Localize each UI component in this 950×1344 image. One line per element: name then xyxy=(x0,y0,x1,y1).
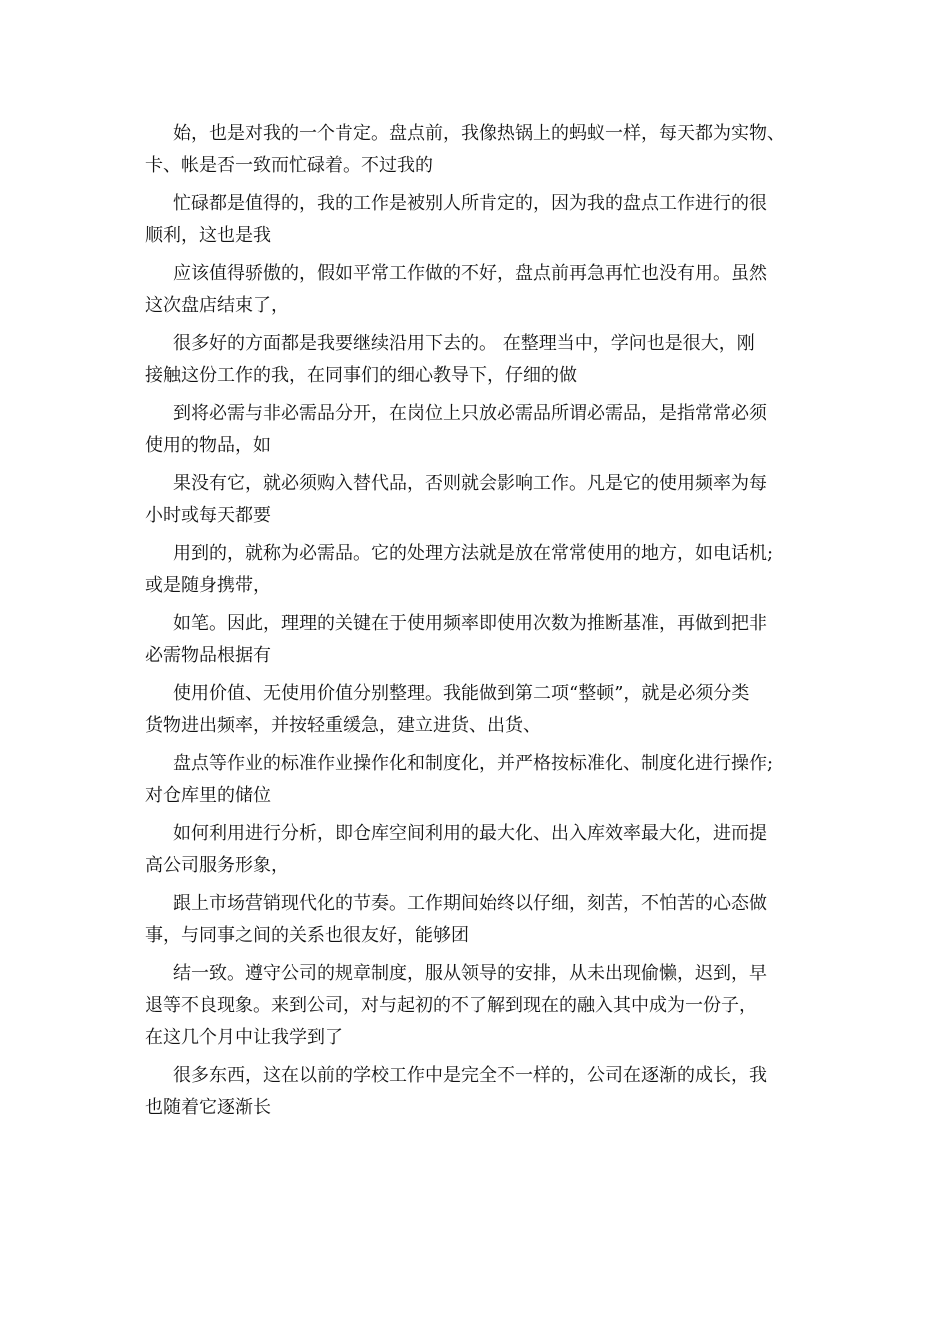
paragraph xyxy=(145,258,825,322)
text-line: 始，也是对我的一个肯定。盘点前，我像热锅上的蚂蚁一样，每天都为实物、 xyxy=(173,123,785,144)
text-line: 果没有它，就必须购入替代品，否则就会影响工作。凡是它的使用频率为每 xyxy=(173,473,767,494)
text-line: 这次盘店结束了， xyxy=(145,295,289,316)
text-line: 如笔。因此，理理的关键在于使用频率即使用次数为推断基准，再做到把非 xyxy=(173,613,767,634)
text-line: 应该值得骄傲的，假如平常工作做的不好，盘点前再急再忙也没有用。虽然 xyxy=(173,263,767,284)
text-line: 如何利用进行分析，即仓库空间利用的最大化、出入库效率最大化，进而提 xyxy=(173,823,767,844)
text-line: 跟上市场营销现代化的节奏。工作期间始终以仔细，刻苦，不怕苦的心态做 xyxy=(173,893,767,914)
paragraph xyxy=(145,958,825,1054)
paragraph xyxy=(145,118,825,182)
text-line: 或是随身携带， xyxy=(145,575,271,596)
paragraph xyxy=(145,1060,825,1124)
document-body xyxy=(145,118,825,1130)
paragraph xyxy=(145,608,825,672)
text-line: 对仓库里的储位 xyxy=(145,785,271,806)
text-line: 很多东西，这在以前的学校工作中是完全不一样的，公司在逐渐的成长，我 xyxy=(173,1065,767,1086)
text-line: 必需物品根据有 xyxy=(145,645,271,666)
paragraph xyxy=(145,888,825,952)
text-line: 退等不良现象。来到公司，对与起初的不了解到现在的融入其中成为一份子， xyxy=(145,995,757,1016)
paragraph xyxy=(145,468,825,532)
paragraph xyxy=(145,538,825,602)
text-line: 顺利，这也是我 xyxy=(145,225,271,246)
paragraph xyxy=(145,818,825,882)
paragraph xyxy=(145,678,825,742)
paragraph xyxy=(145,328,825,392)
text-line: 很多好的方面都是我要继续沿用下去的。 在整理当中，学问也是很大，刚 xyxy=(173,333,755,354)
text-line: 盘点等作业的标准作业操作化和制度化，并严格按标准化、制度化进行操作; xyxy=(173,753,774,774)
text-line: 在这几个月中让我学到了 xyxy=(145,1027,343,1048)
text-line: 使用的物品，如 xyxy=(145,435,271,456)
text-line: 忙碌都是值得的，我的工作是被别人所肯定的，因为我的盘点工作进行的很 xyxy=(173,193,767,214)
text-line: 使用价值、无使用价值分别整理。我能做到第二项“整顿”，就是必须分类 xyxy=(173,683,750,704)
text-line: 也随着它逐渐长 xyxy=(145,1097,271,1118)
text-line: 结一致。遵守公司的规章制度，服从领导的安排，从未出现偷懒，迟到，早 xyxy=(173,963,767,984)
paragraph xyxy=(145,398,825,462)
paragraph xyxy=(145,748,825,812)
text-line: 高公司服务形象， xyxy=(145,855,289,876)
text-line: 到将必需与非必需品分开，在岗位上只放必需品所谓必需品，是指常常必须 xyxy=(173,403,767,424)
text-line: 事，与同事之间的关系也很友好，能够团 xyxy=(145,925,469,946)
text-line: 接触这份工作的我，在同事们的细心教导下，仔细的做 xyxy=(145,365,577,386)
text-line: 卡、帐是否一致而忙碌着。不过我的 xyxy=(145,155,433,176)
text-line: 小时或每天都要 xyxy=(145,505,271,526)
paragraph xyxy=(145,188,825,252)
text-line: 用到的，就称为必需品。它的处理方法就是放在常常使用的地方，如电话机; xyxy=(173,543,774,564)
text-line: 货物进出频率，并按轻重缓急，建立进货、出货、 xyxy=(145,715,541,736)
